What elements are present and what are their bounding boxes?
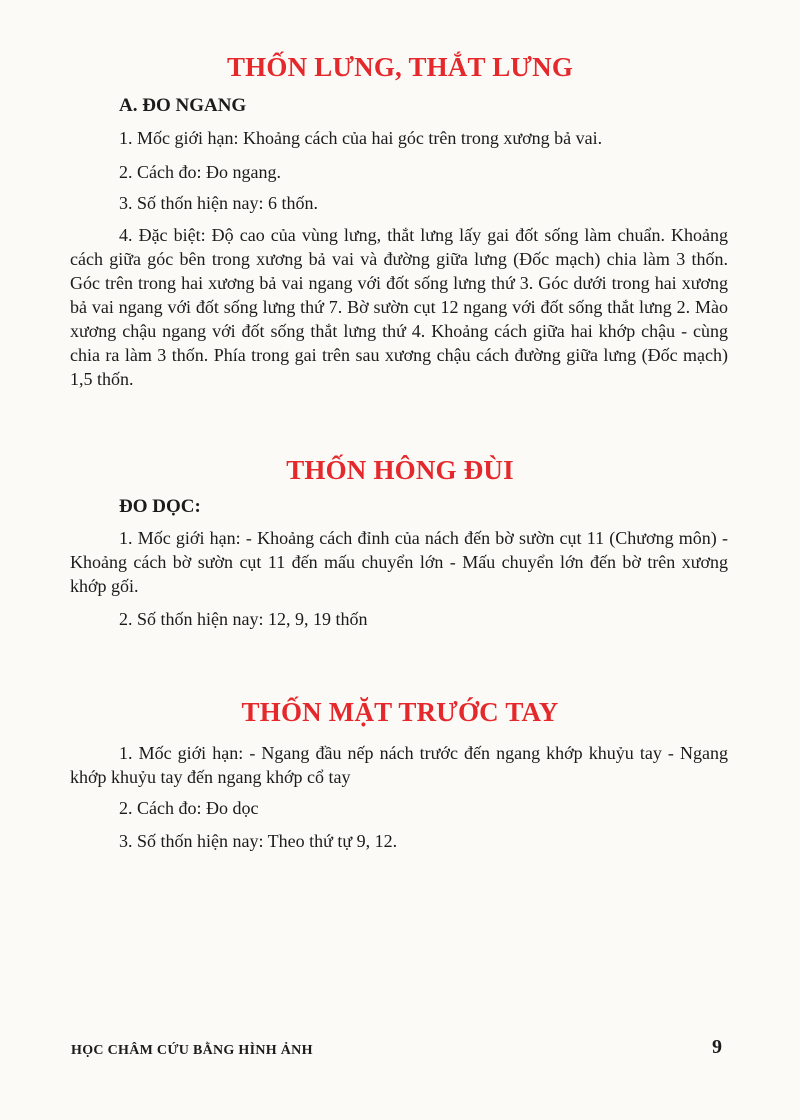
- paragraph-count: 2. Số thốn hiện nay: 12, 9, 19 thốn: [119, 609, 368, 629]
- running-footer-title: HỌC CHÂM CỨU BẰNG HÌNH ẢNH: [71, 1043, 313, 1058]
- page-number: 9: [712, 1036, 722, 1058]
- paragraph-count: 3. Số thốn hiện nay: 6 thốn.: [119, 193, 318, 213]
- section-title-back-lumbar: THỐN LƯNG, THẮT LƯNG: [226, 52, 574, 82]
- paragraph-count: 3. Số thốn hiện nay: Theo thứ tự 9, 12.: [119, 831, 398, 851]
- paragraph-landmark: 1. Mốc giới hạn: - Khoảng cách đỉnh của nách đến bờ sườn cụt 11 (Chương môn) - Khoảng cách bờ sườn cụt 11 đến mấu chuyển lớn - Mấu chuyển lớn đến bờ trên xương khớp gối.: [70, 528, 728, 596]
- paragraph-landmark: 1. Mốc giới hạn: Khoảng cách của hai góc trên trong xương bả vai.: [119, 128, 603, 148]
- section-title-hip-thigh: THỐN HÔNG ĐÙI: [286, 455, 514, 485]
- paragraph-special: 4. Đặc biệt: Độ cao của vùng lưng, thắt lưng lấy gai đốt sống làm chuẩn. Khoảng cách giữa góc bên trong xương bả vai và đường giữa lưng (Đốc mạch) chia làm 3 thốn. Góc trên trong hai xương bả vai ngang với đốt sống lưng thứ 3. Góc dưới trong hai xương bả vai ngang với đốt sống lưng thứ 7. Bờ sườn cụt 12 ngang với đốt sống thắt lưng 2. Mào xương chậu ngang với đốt sống thắt lưng thứ 4. Khoảng cách giữa hai khớp chậu - cùng chia ra làm 3 thốn. Phía trong gai trên sau xương chậu cách đường giữa lưng (Đốc mạch) 1,5 thốn.: [70, 225, 728, 389]
- paragraph-landmark: 1. Mốc giới hạn: - Ngang đầu nếp nách trước đến ngang khớp khuỷu tay - Ngang khớp khuỷu tay đến ngang khớp cổ tay: [70, 743, 728, 787]
- paragraph-method: 2. Cách đo: Đo ngang.: [119, 162, 281, 182]
- paragraph-method: 2. Cách đo: Đo dọc: [119, 798, 259, 818]
- subheading-horizontal-measure: A. ĐO NGANG: [119, 95, 247, 116]
- section-title-front-arm: THỐN MẶT TRƯỚC TAY: [241, 697, 559, 727]
- subheading-vertical-measure: ĐO DỌC:: [119, 496, 201, 517]
